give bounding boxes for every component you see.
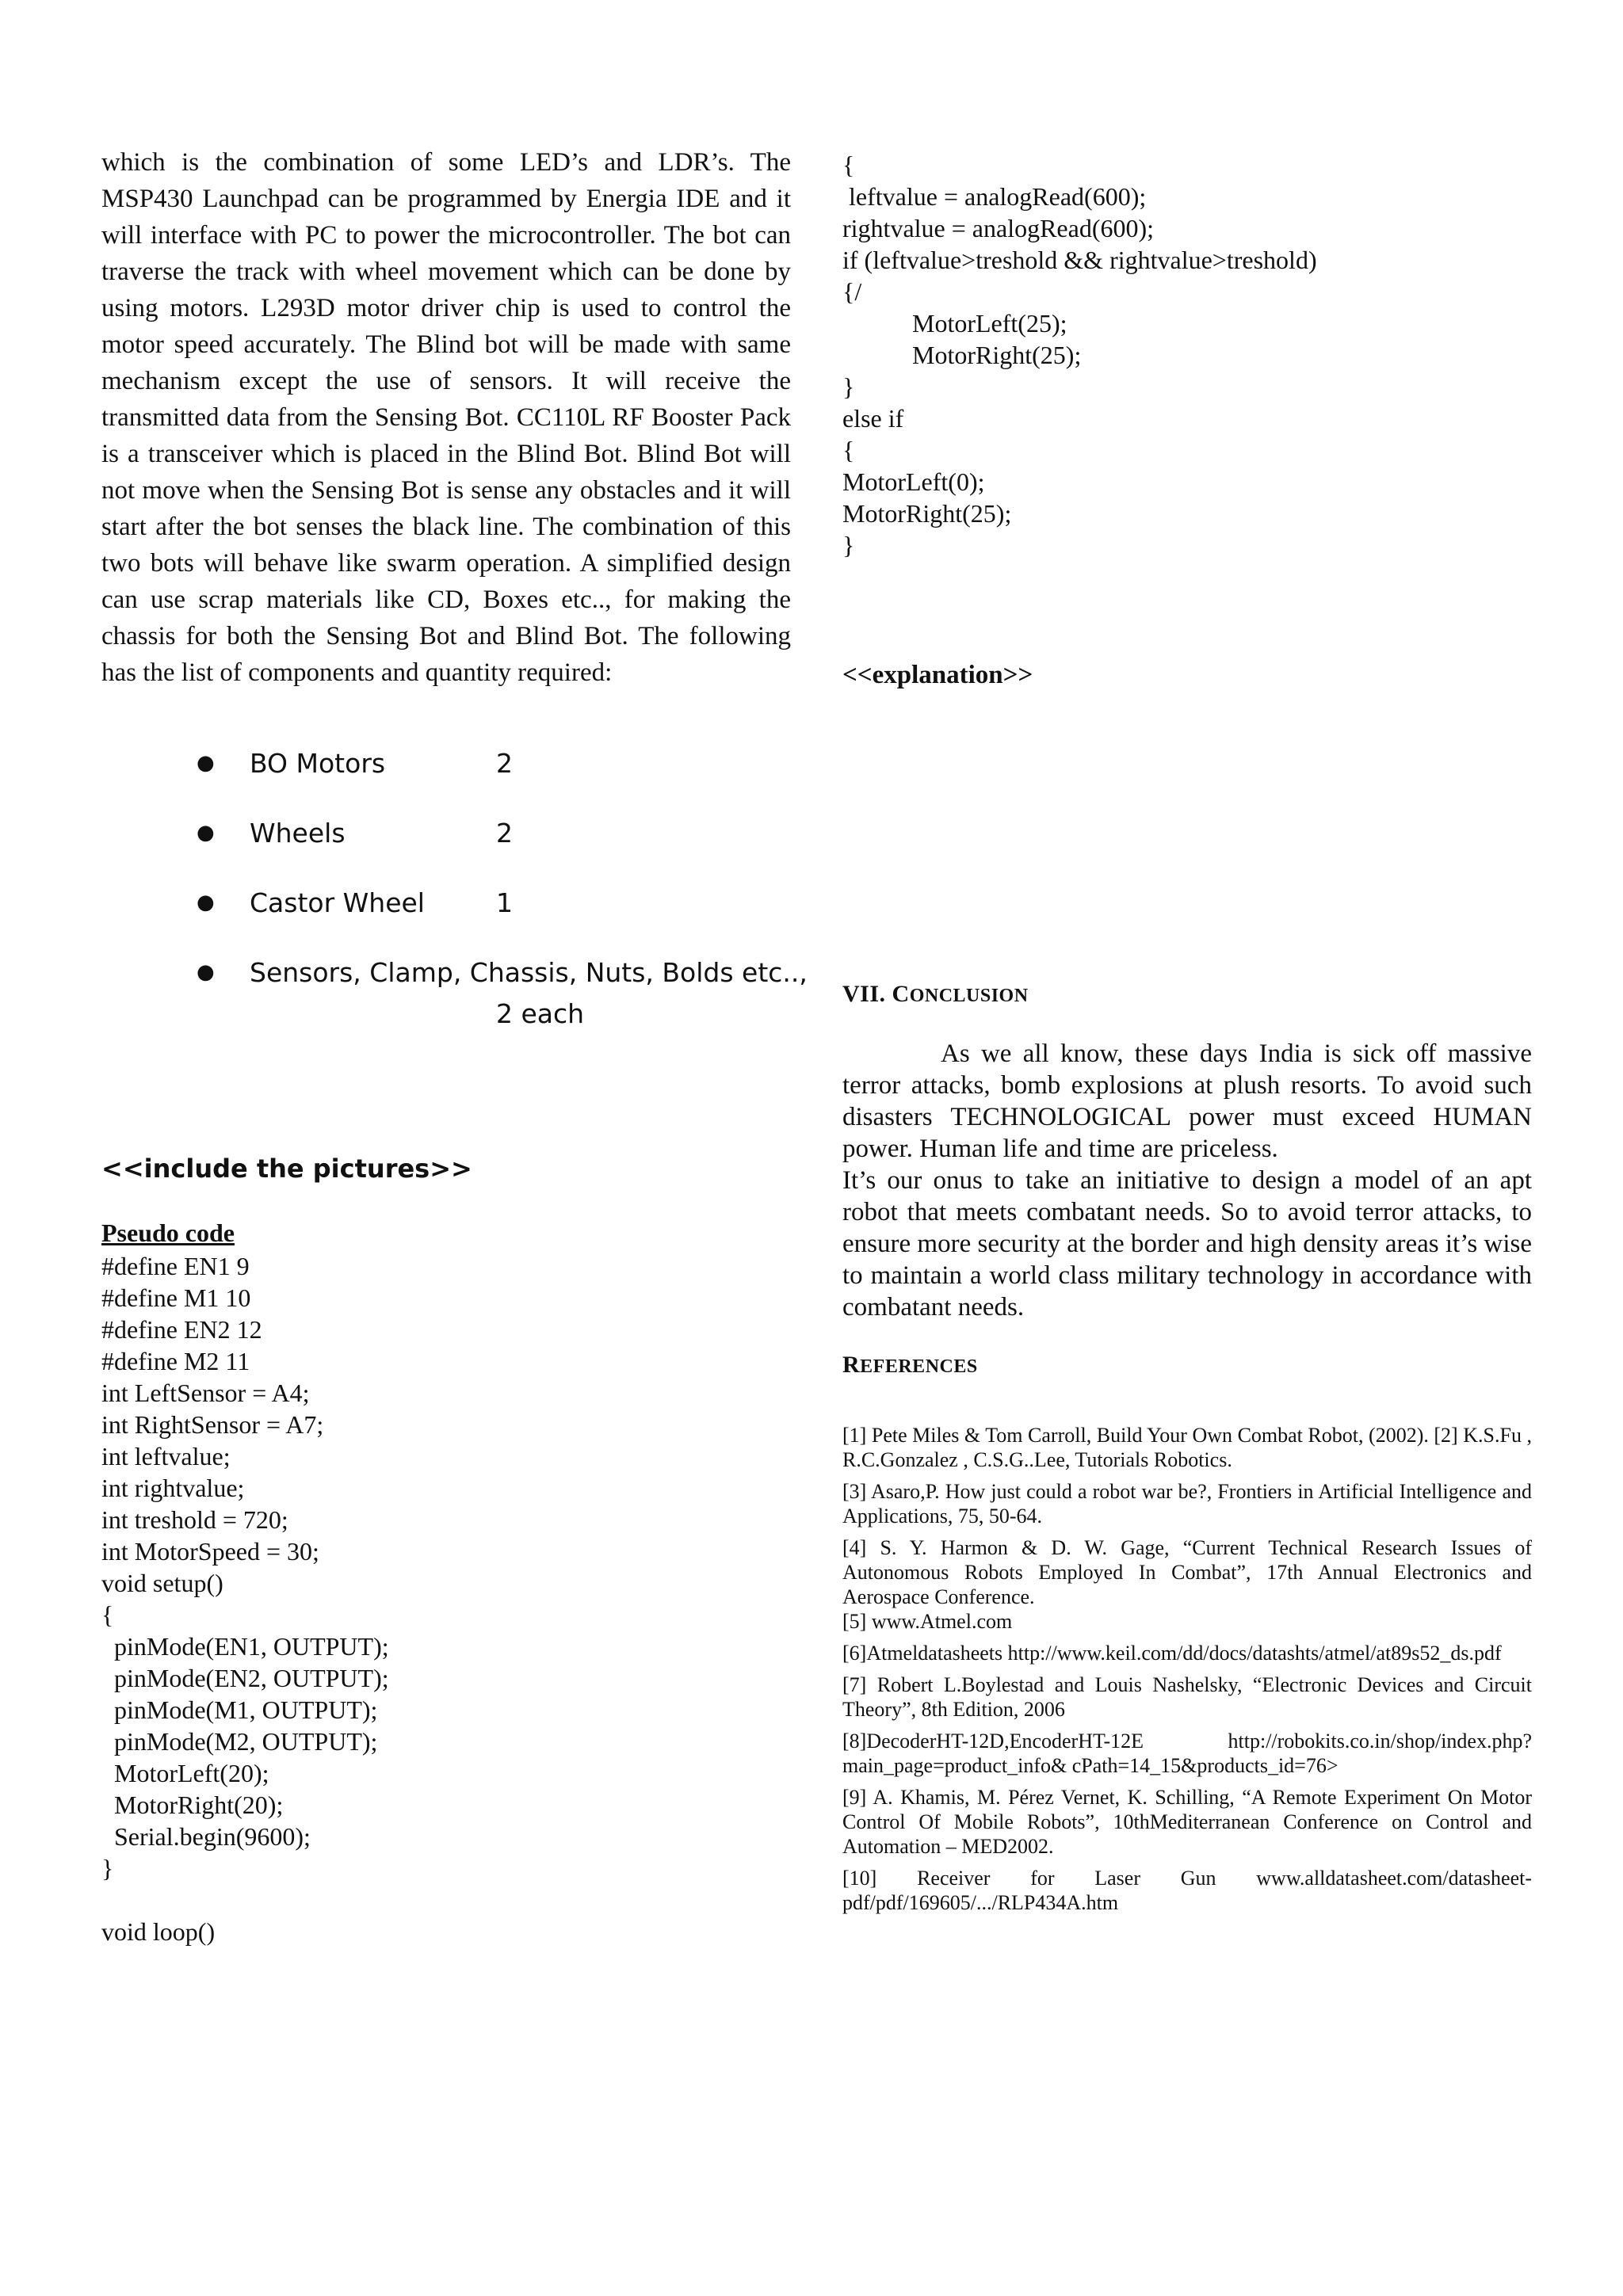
code-block-left: #define EN1 9 #define M1 10 #define EN2 12 #define M2 11 int LeftSensor = A4; int RightSensor = A7; int leftvalue; int rightvalue; int treshold = 720; int MotorSpeed = 30; void setup() { pinMode(EN1, OUTPUT); pinMode(EN2, OUTPUT); pinMode(M1, OUTPUT); pinMode(M2, OUTPUT); MotorLeft(20); MotorRight(20); Serial.begin(9600); } void loop() [101, 1252, 389, 1946]
references-heading: REFERENCES [842, 1352, 978, 1378]
component-qty: 2 each [496, 998, 585, 1029]
code-block-right: { leftvalue = analogRead(600); rightvalue = analogRead(600); if (leftvalue>treshold && rightvalue>treshold) {/ MotorLeft(25); MotorRight(25); } else if { MotorLeft(0); MotorRight(25); } [842, 151, 1317, 559]
references-list [842, 1423, 1532, 1922]
component-name: BO Motors [250, 748, 386, 779]
bullet-icon: ● [197, 960, 215, 984]
reference-item: [10] Receiver for Laser Gun www.alldatasheet.com/datasheet-pdf/pdf/169605/.../RLP434A.htm [842, 1867, 1532, 1914]
component-name: Castor Wheel [250, 887, 425, 918]
component-qty: 1 [496, 887, 513, 918]
pictures-placeholder: <<include the pictures>> [101, 1154, 472, 1184]
bullet-icon: ● [197, 891, 215, 914]
pseudo-code-heading: Pseudo code [101, 1219, 235, 1247]
reference-item: [7] Robert L.Boylestad and Louis Nashelsky, “Electronic Devices and Circuit Theory”, 8th Edition, 2006 [842, 1673, 1532, 1721]
conclusion-body [842, 1038, 1532, 1323]
component-qty: 2 [496, 818, 513, 849]
reference-item: [1] Pete Miles & Tom Carroll, Build Your Own Combat Robot, (2002). [2] K.S.Fu , R.C.Gonzalez , C.S.G..Lee, Tutorials Robotics. [842, 1424, 1532, 1471]
conclusion-heading: VII. CONCLUSION [842, 981, 1029, 1007]
component-qty: 2 [496, 748, 513, 779]
explanation-placeholder: <<explanation>> [842, 661, 1033, 689]
conclusion-paragraph: It’s our onus to take an initiative to design a model of an apt robot that meets combatant needs. So to avoid terror attacks, to ensure more security at the border and high density areas it’s wise to maintain a world class military technology in accordance with combatant needs. [842, 1166, 1532, 1322]
reference-item: [4] S. Y. Harmon & D. W. Gage, “Current Technical Research Issues of Autonomous Robots Employed In Combat”, 17th Annual Electronics and Aerospace Conference. [842, 1536, 1532, 1608]
bullet-icon: ● [197, 821, 215, 845]
reference-item: [5] www.Atmel.com [842, 1610, 1013, 1633]
reference-item: [3] Asaro,P. How just could a robot war be?, Frontiers in Artificial Intelligence and Applications, 75, 50-64. [842, 1480, 1532, 1527]
reference-item: [9] A. Khamis, M. Pérez Vernet, K. Schilling, “A Remote Experiment On Motor Control Of Mobile Robots”, 10thMediterranean Conference on Control and Automation – MED2002. [842, 1786, 1532, 1858]
component-name: Wheels [250, 818, 346, 849]
reference-item: [6]Atmeldatasheets http://www.keil.com/dd/docs/datashts/atmel/at89s52_ds.pdf [842, 1642, 1502, 1665]
reference-item: [8]DecoderHT-12D,EncoderHT-12E http://robokits.co.in/shop/index.php?main_page=product_info& cPath=14_15&products_id=76> [842, 1730, 1532, 1777]
component-name: Sensors, Clamp, Chassis, Nuts, Bolds etc.., [250, 957, 808, 988]
conclusion-paragraph: As we all know, these days India is sick off massive terror attacks, bomb explosions at plush resorts. To avoid such disasters TECHNOLOGICAL power must exceed HUMAN power. Human life and time are priceless. [842, 1039, 1532, 1163]
bullet-icon: ● [197, 751, 215, 775]
intro-paragraph: which is the combination of some LED’s and LDR’s. The MSP430 Launchpad can be programmed by Energia IDE and it will interface with PC to power the microcontroller. The bot can traverse the track with wheel movement which can be done by using motors. L293D motor driver chip is used to control the motor speed accurately. The Blind bot will be made with same mechanism except the use of sensors. It will receive the transmitted data from the Sensing Bot. CC110L RF Booster Pack is a transceiver which is placed in the Blind Bot. Blind Bot will not move when the Sensing Bot is sense any obstacles and it will start after the bot senses the black line. The combination of this two bots will behave like swarm operation. A simplified design can use scrap materials like CD, Boxes etc.., for making the chassis for both the Sensing Bot and Blind Bot. The following has the list of components and quantity required: [101, 148, 791, 687]
